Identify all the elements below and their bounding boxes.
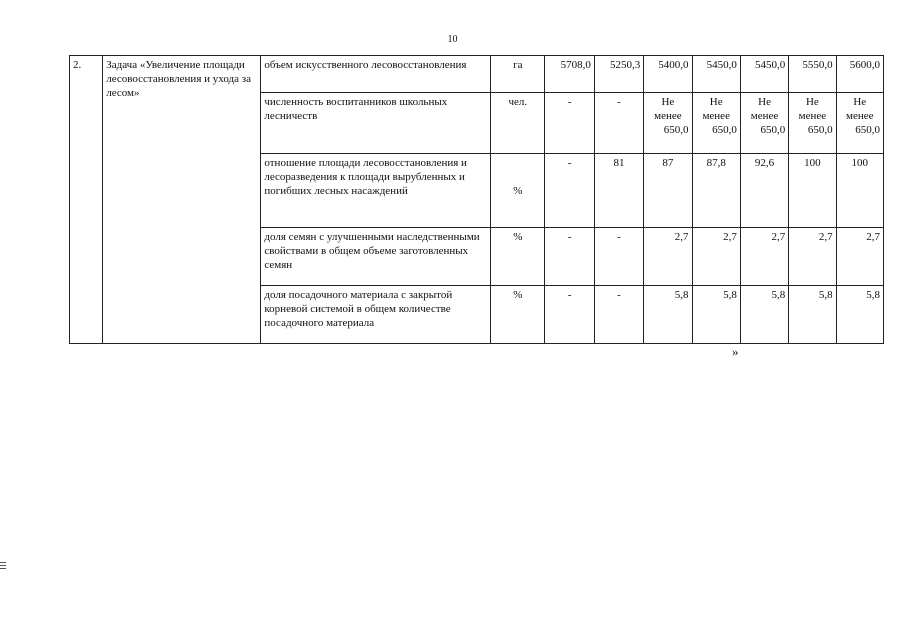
value-cell: 5400,0 [644,56,692,93]
value-cell: 5,8 [836,286,883,344]
value-cell: 2,7 [740,228,788,286]
value-cell: 5708,0 [545,56,594,93]
closing-quote: » [732,344,739,359]
value-cell: - [594,93,643,154]
indicator-unit: га [491,56,545,93]
value-cell: - [545,286,594,344]
value-cell [789,93,836,154]
task-name: Задача «Увеличение площади лесовосстановления и ухода за лесом» [103,56,261,344]
ne-menee-amount: 650,0 [663,124,689,136]
row-number: 2. [70,56,103,344]
table-row [70,56,884,93]
value-cell [644,93,692,154]
value-cell: 5450,0 [692,56,740,93]
value-cell: 5250,3 [594,56,643,93]
indicator-name: отношение площади лесовосстановления и лесоразведения к площади вырубленных и погибших лесных насаждений [261,154,491,228]
ne-menee-label: Не менее [798,96,827,122]
indicator-unit: % [491,286,545,344]
value-cell [740,93,788,154]
ne-menee-label: Не менее [654,96,682,122]
value-cell: 2,7 [644,228,692,286]
value-cell [692,93,740,154]
value-cell: 81 [594,154,643,228]
value-cell: 87,8 [692,154,740,228]
value-cell: 100 [836,154,883,228]
ne-menee-amount: 650,0 [855,124,880,136]
value-cell: - [594,228,643,286]
page-number: 10 [447,34,458,45]
indicator-unit: % [491,154,545,228]
value-cell: - [545,93,594,154]
value-cell: 5,8 [644,286,692,344]
value-cell: - [545,154,594,228]
indicator-name: численность воспитанников школьных лесничеств [261,93,491,154]
indicator-unit: % [491,228,545,286]
value-cell: 5,8 [740,286,788,344]
indicator-name: доля посадочного материала с закрытой корневой системой в общем количестве посадочного материала [261,286,491,344]
margin-mark [0,562,6,571]
value-cell: 2,7 [789,228,836,286]
value-cell: 5,8 [692,286,740,344]
ne-menee-amount: 650,0 [712,124,737,136]
ne-menee-amount: 650,0 [760,124,786,136]
value-cell: 2,7 [692,228,740,286]
indicator-name: объем искусственного лесовосстановления [261,56,491,93]
value-cell: 5450,0 [740,56,788,93]
value-cell [836,93,883,154]
ne-menee-label: Не менее [702,96,730,122]
value-cell: 92,6 [740,154,788,228]
value-cell: 2,7 [836,228,883,286]
value-cell: 87 [644,154,692,228]
value-cell: 5,8 [789,286,836,344]
indicator-name: доля семян с улучшенными наследственными свойствами в общем объеме заготовленных семян [261,228,491,286]
ne-menee-amount: 650,0 [807,124,833,136]
value-cell: 100 [789,154,836,228]
value-cell: 5600,0 [836,56,883,93]
value-cell: - [594,286,643,344]
indicator-table [69,55,884,344]
value-cell: - [545,228,594,286]
ne-menee-label: Не менее [846,96,874,122]
value-cell: 5550,0 [789,56,836,93]
ne-menee-label: Не менее [750,96,779,122]
indicator-unit: чел. [491,93,545,154]
